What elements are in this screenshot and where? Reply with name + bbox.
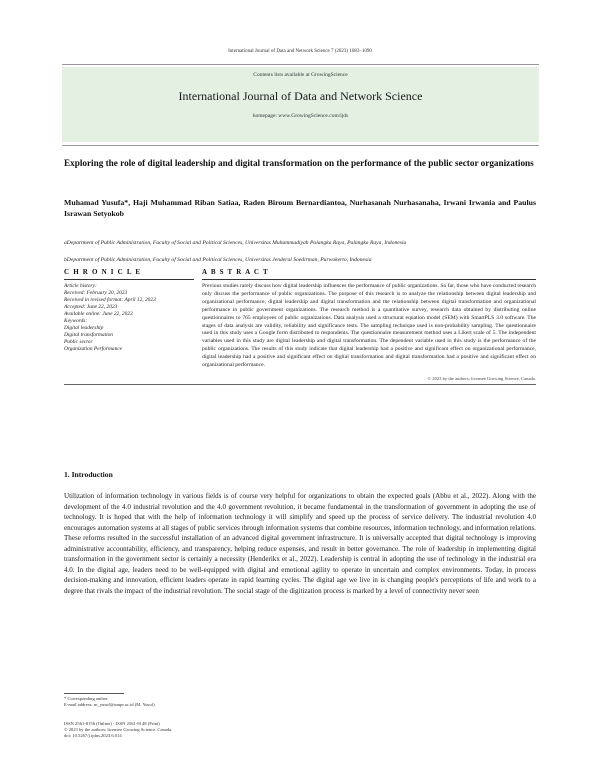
doi-line[interactable]: doi: 10.5267/j.ijdns.2023.6.014: [64, 733, 122, 738]
accepted-date: Accepted: June 22, 2023: [64, 304, 118, 310]
journal-homepage-link[interactable]: homepage: www.GrowingScience.com/ijds: [252, 113, 349, 119]
introduction-body: Utilization of information technology in various fields is of course very helpful for organizations to obtain the expected goals (Abbu et al., 2022). Along with the development of the 4.0 industrial revolution and the 4.0 government revolution, it became fundamental in the transformation of government in adopting the use of technology. It is hoped that with the help of information technology it will simplify and speed up the process of service delivery. The industrial revolution 4.0 encourages automation systems at all stages of public services through information systems that combine resources, information technology, and information relations. These reforms resulted in the successful installation of an advanced digital government infrastructure. It is universally accepted that digital technology is improving administrative accountability, efficiency, and transparency, helping reduce expenses, and result in better governance. The role of leadership in implementing digital transformation in the government sector is certainly a necessity (Henderikx et al., 2022). Leadership is central in adopting the use of technology in the industrial era 4.0. In the digital age, leaders need to be well-equipped with digital and emotional agility to operate in uncertain and complex environments. Today, in process decision-making and innovation, efficient leaders operate in rapid learning cycles. The digital age we live in is changing people's perceptions of life and work to a degree that rivals the impact of the industrial revolution. The social stage of the digitization process is marked by a level of connectivity never seen: [64, 492, 536, 595]
issn-line: ISSN 2561-8156 (Online) - ISSN 2561-8148 (Print): [64, 721, 160, 726]
running-header: International Journal of Data and Network Science 7 (2023) 1083–1090: [228, 49, 372, 54]
publication-info: [64, 721, 364, 739]
footnotes: [64, 696, 364, 708]
chronicle-heading: C H R O N I C L E: [64, 268, 142, 276]
journal-header-banner: [62, 67, 539, 142]
license-line: © 2023 by the authors; licensee Growing Science, Canada.: [64, 727, 173, 732]
corresponding-author-note: * Corresponding author.: [64, 696, 109, 701]
keywords-label: Keywords:: [64, 318, 88, 324]
abstract-rule: [202, 279, 536, 280]
keyword: Digital transformation: [64, 332, 113, 338]
header-divider-bottom: [62, 145, 539, 146]
affiliation-b: bDepartment of Public Administration, Faculty of Social and Political Sciences, Universitas Jenderal Soedirman, Purwokerto, Indonesia: [64, 257, 372, 263]
abstract-heading: A B S T R A C T: [202, 268, 269, 276]
author-list: Muhamad Yusufa*, Haji Muhammad Riban Satiaa, Raden Biroum Bernardiantoa, Nurhasanah Nurhasanaha, Irwani Irwania and Paulus Israwan Setyokob: [64, 198, 536, 218]
journal-title: International Journal of Data and Network Science: [178, 89, 423, 103]
abstract-text: Previous studies rarely discuss how digital leadership influences the performance of public organizations. So far, those who have conducted research only discuss the performance of public organizations. The purpose of this research is to analyze the relationship between digital leadership and organizational performance, digital leadership and digital transformation and the relationship between digital transformation and organizational performance in public government organizations. The research method is a quantitative survey, research data obtained by distributing online questionnaires to 765 employees of public organizations. Data analysis used a structural equation model (SEM) with SmartPLS 3.0 software. The stages of data analysis are validity, reliability and significance tests. The sampling technique used is non-probability sampling. The questionnaire used in this study uses a Google form distributed to respondents. The questionnaire measurement method uses a Likert scale of 5. The independent variables used in this study are digital leadership and digital transformation. The dependent variable used in this study is the performance of the public organizations. The results of this study indicate that digital leadership had a positive and significant effect on organizational performance, digital leadership had a positive and significant effect on digital transformation and digital transformation had a positive and significant effect on organizational performance.: [202, 283, 536, 369]
email-address[interactable]: E-mail address: m_yusuf@umpr.ac.id (M. Yusuf): [64, 702, 155, 707]
chronicle-rule: [64, 279, 194, 280]
keyword: Public sector: [64, 339, 93, 345]
keyword: Digital leadership: [64, 325, 104, 331]
abstract-copyright: © 2023 by the authors; licensee Growing Science, Canada.: [427, 376, 536, 381]
contents-availability: Contents lists available at GrowingScience: [253, 72, 348, 78]
header-divider-top: [62, 64, 539, 65]
online-date: Available online: June 22, 2023: [64, 311, 133, 317]
revised-date: Received in revised format: April 12, 2023: [64, 297, 156, 303]
footnote-rule: [64, 693, 124, 694]
history-label: Article history:: [64, 283, 97, 289]
affiliation-a: aDepartment of Public Administration, Faculty of Social and Political Sciences, Universitas Muhammadiyah Palangka Raya, Palangka Raya, Indonesia: [64, 240, 407, 246]
abstract-bottom-rule: [64, 384, 536, 385]
article-title: Exploring the role of digital leadership and digital transformation on the performance of the public sector organizations: [64, 158, 534, 168]
received-date: Received: February 20, 2023: [64, 290, 128, 296]
introduction-heading: 1. Introduction: [64, 470, 113, 479]
article-info: [64, 283, 194, 353]
keyword: Organization Performance: [64, 346, 123, 352]
